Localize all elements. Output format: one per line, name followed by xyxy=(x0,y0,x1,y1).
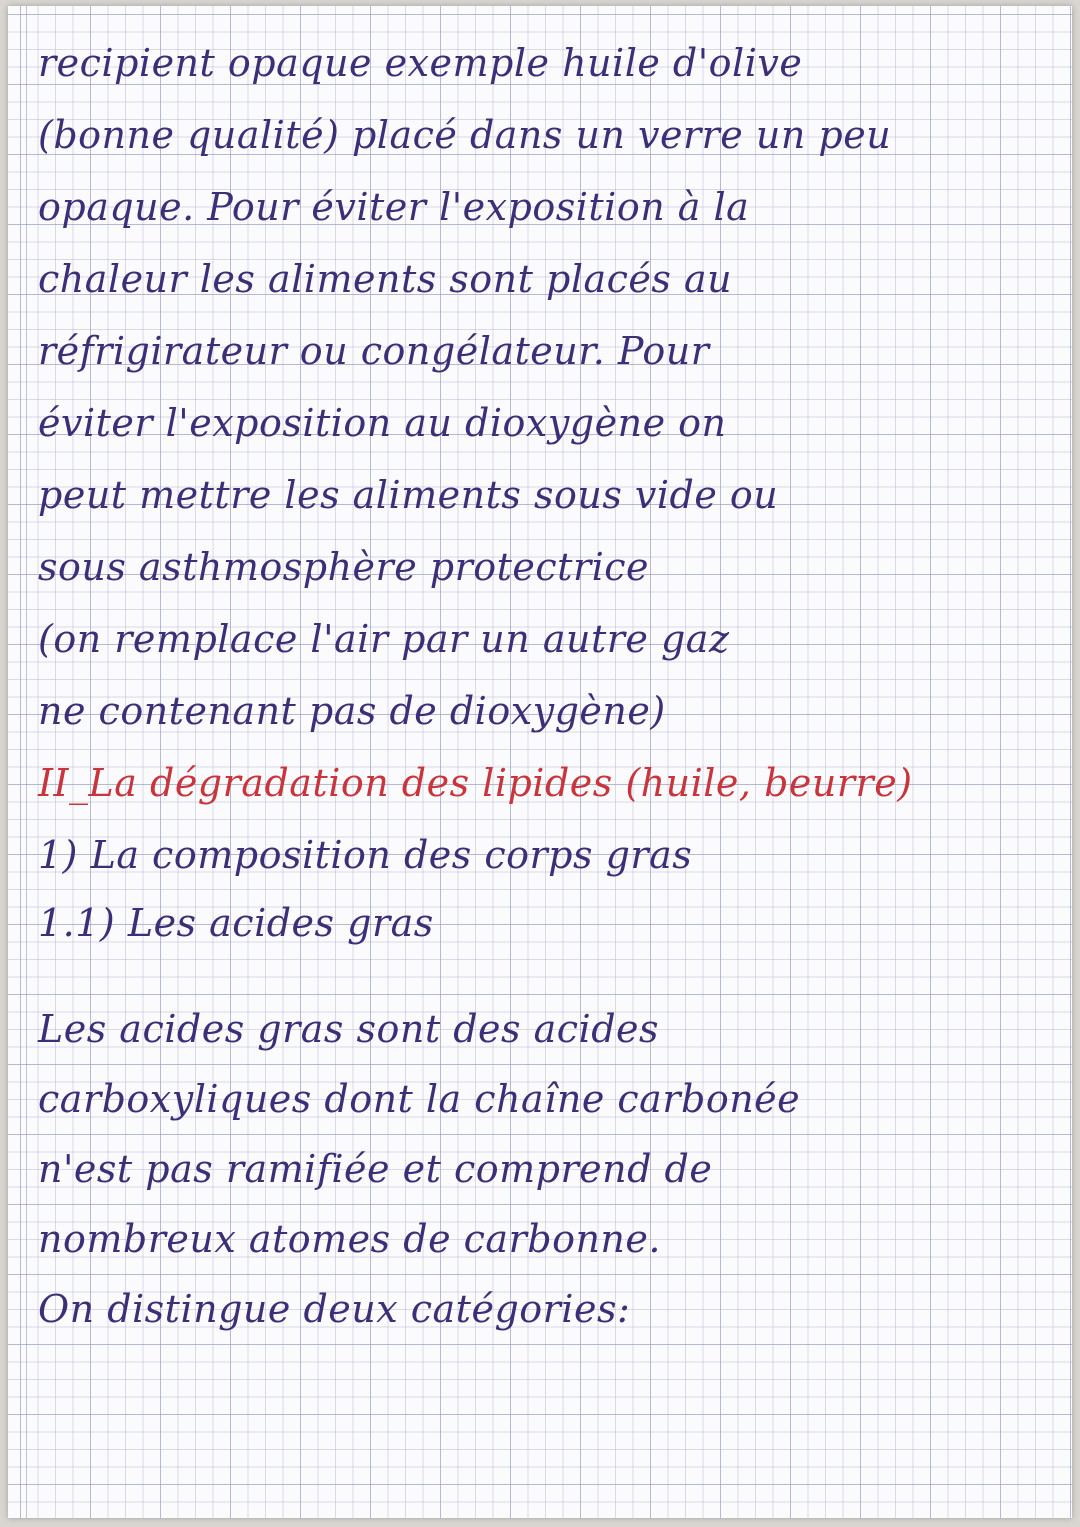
text-line-4: chaleur les aliments sont placés au xyxy=(38,257,733,301)
subsection-heading: 1) La composition des corps gras xyxy=(38,833,693,877)
paragraph-line-5: On distingue deux catégories: xyxy=(38,1287,631,1331)
paragraph-line-2: carboxyliques dont la chaîne carbonée xyxy=(38,1077,801,1121)
paragraph-line-3: n'est pas ramifiée et comprend de xyxy=(38,1147,713,1191)
text-line-7: peut mettre les aliments sous vide ou xyxy=(38,473,779,517)
text-line-2: (bonne qualité) placé dans un verre un peu xyxy=(38,113,892,157)
page-margin-line xyxy=(26,6,27,1518)
section-heading: II_La dégradation des lipides (huile, beurre) xyxy=(38,761,913,805)
text-line-9: (on remplace l'air par un autre gaz xyxy=(38,617,730,661)
paragraph-line-4: nombreux atomes de carbonne. xyxy=(38,1217,661,1261)
text-line-10: ne contenant pas de dioxygène) xyxy=(38,689,666,733)
notebook-page xyxy=(8,6,1072,1518)
text-line-3: opaque. Pour éviter l'exposition à la xyxy=(38,185,750,229)
text-line-6: éviter l'exposition au dioxygène on xyxy=(38,401,727,445)
text-line-1: recipient opaque exemple huile d'olive xyxy=(38,41,803,85)
text-line-8: sous asthmosphère protectrice xyxy=(38,545,650,589)
paragraph-line-1: Les acides gras sont des acides xyxy=(38,1007,660,1051)
text-line-5: réfrigirateur ou congélateur. Pour xyxy=(38,329,710,373)
subsubsection-heading: 1.1) Les acides gras xyxy=(38,901,434,945)
